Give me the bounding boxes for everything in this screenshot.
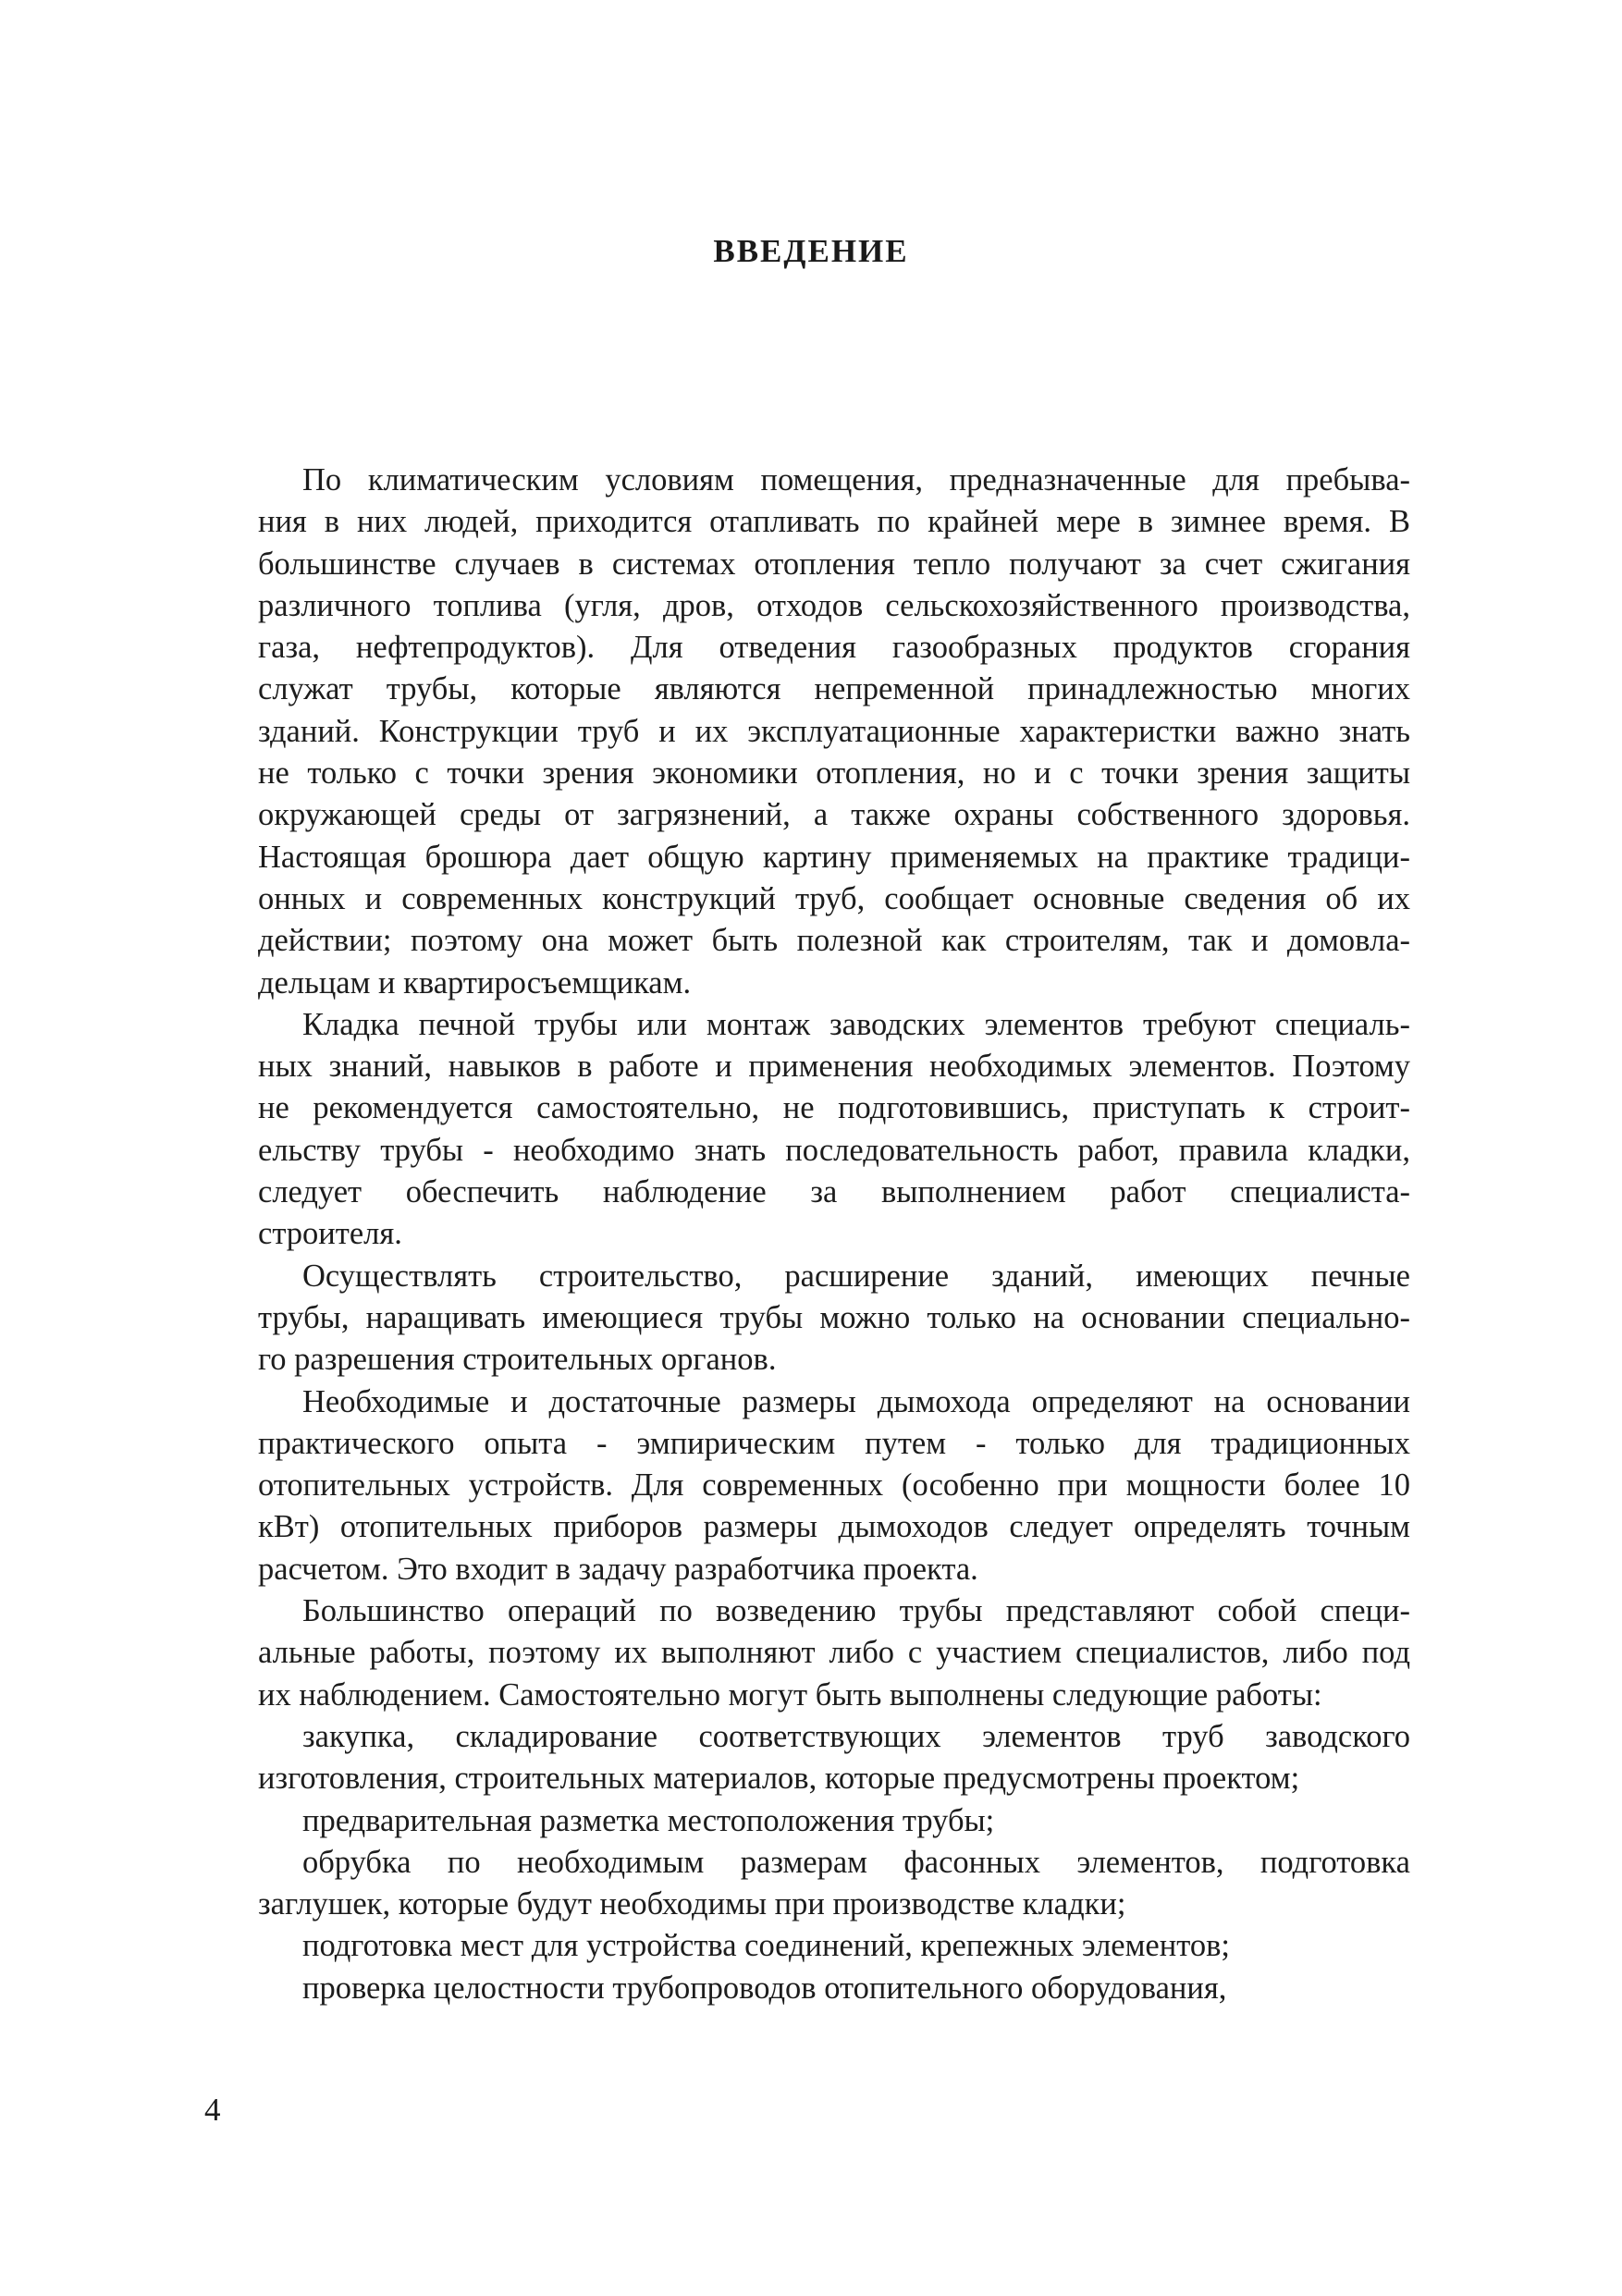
text-line: дельцам и квартиросъемщикам.	[258, 964, 692, 1001]
text-line: подготовка мест для устройства соединений, крепежных элементов;	[302, 1928, 1230, 1964]
text-line: Необходимые и достаточные размеры дымохода определяют на основании	[302, 1383, 1410, 1419]
text-line: Осуществлять строительство, расширение зданий, имеющих печные	[302, 1258, 1410, 1294]
text-line: их наблюдением. Самостоятельно могут быть выполнены следующие работы:	[258, 1676, 1322, 1713]
paragraph	[214, 1842, 1410, 1926]
text-line: различного топлива (угля, дров, отходов сельскохозяйственного производства,	[258, 587, 1410, 623]
text-line: строителя.	[258, 1216, 402, 1252]
text-line: кВт) отопительных приборов размеры дымоходов следует определять точным	[258, 1509, 1410, 1545]
paragraph	[214, 1925, 1410, 1967]
text-line: проверка целостности трубопроводов отопительного оборудования,	[302, 1970, 1227, 2006]
text-line: зданий. Конструкции труб и их эксплуатационные характеристки важно знать	[258, 713, 1410, 749]
text-line: не рекомендуется самостоятельно, не подготовившись, приступать к строит-	[258, 1090, 1410, 1126]
page-number: 4	[204, 2092, 221, 2128]
text-line: не только с точки зрения экономики отопления, но и с точки зрения защиты	[258, 755, 1410, 792]
text-line: альные работы, поэтому их выполняют либо с участием специалистов, либо под	[258, 1635, 1410, 1671]
text-line: ельству трубы - необходимо знать последовательность работ, правила кладки,	[258, 1132, 1410, 1168]
paragraph	[214, 1590, 1410, 1716]
text-line: заглушек, которые будут необходимы при производстве кладки;	[258, 1886, 1126, 1922]
text-line: расчетом. Это входит в задачу разработчика проекта.	[258, 1551, 978, 1587]
text-line: ния в них людей, приходится отапливать по крайней мере в зимнее время. В	[258, 504, 1410, 540]
text-line: отопительных устройств. Для современных (особенно при мощности более 10	[258, 1467, 1410, 1504]
text-line: онных и современных конструкций труб, сообщает основные сведения об их	[258, 880, 1410, 916]
text-line: По климатическим условиям помещения, предназначенные для пребыва-	[302, 462, 1410, 497]
text-line: большинстве случаев в системах отопления тепло получают за счет сжигания	[258, 546, 1410, 582]
text-line: трубы, наращивать имеющиеся трубы можно только на основании специально-	[258, 1299, 1410, 1335]
paragraph	[214, 1968, 1410, 2009]
body-text	[214, 460, 1410, 2009]
text-line: окружающей среды от загрязнений, а также охраны собственного здоровья.	[258, 797, 1410, 833]
text-line: практического опыта - эмпирическим путем - только для традиционных	[258, 1425, 1410, 1461]
text-line: Настоящая брошюра дает общую картину применяемых на практике традици-	[258, 839, 1410, 875]
text-line: го разрешения строительных органов.	[258, 1342, 777, 1378]
paragraph	[214, 1256, 1410, 1381]
text-line: обрубка по необходимым размерам фасонных элементов, подготовка	[302, 1844, 1410, 1880]
paragraph	[214, 1716, 1410, 1800]
paragraph	[214, 1004, 1410, 1256]
paragraph	[214, 1381, 1410, 1590]
text-line: Большинство операций по возведению трубы представляют собой специ-	[302, 1593, 1410, 1629]
text-line: ных знаний, навыков в работе и применения необходимых элементов. Поэтому	[258, 1049, 1410, 1085]
paragraph	[214, 1800, 1410, 1842]
text-line: следует обеспечить наблюдение за выполнением работ специалиста-	[258, 1174, 1410, 1210]
text-line: закупка, складирование соответствующих элементов труб заводского	[302, 1718, 1410, 1754]
text-line: газа, нефтепродуктов). Для отведения газообразных продуктов сгорания	[258, 630, 1410, 666]
paragraph	[214, 460, 1410, 1004]
text-line: предварительная разметка местоположения трубы;	[302, 1802, 995, 1838]
chapter-heading: ВВЕДЕНИЕ	[713, 233, 909, 269]
text-line: действии; поэтому она может быть полезной как строителям, так и домовла-	[258, 923, 1410, 959]
text-line: служат трубы, которые являются непременной принадлежностью многих	[258, 671, 1410, 707]
text-line: Кладка печной трубы или монтаж заводских элементов требуют специаль-	[302, 1006, 1410, 1042]
text-line: изготовления, строительных материалов, которые предусмотрены проектом;	[258, 1761, 1300, 1797]
